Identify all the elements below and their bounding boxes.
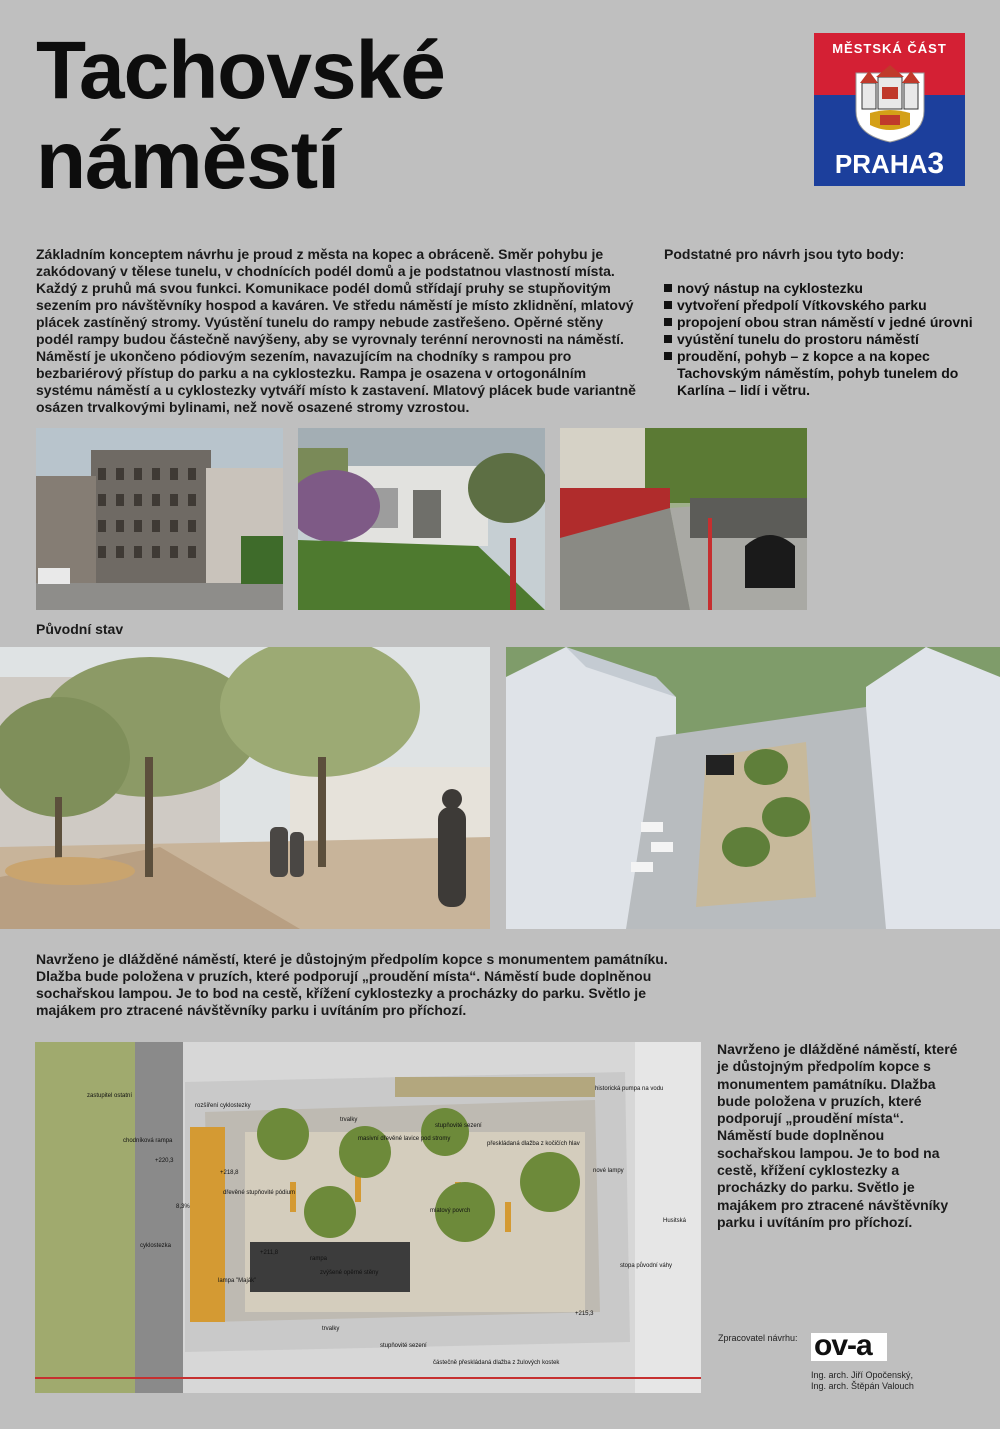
plan-label: historická pumpa na vodu: [595, 1086, 664, 1092]
list-item: propojení obou stran náměstí v jedné úrovni: [664, 314, 994, 331]
credit-label: Zpracovatel návrhu:: [718, 1333, 798, 1343]
plan-label: mlatový povrch: [430, 1208, 471, 1214]
photo-original-street: [36, 428, 283, 610]
plan-label: 8,3%: [176, 1204, 190, 1210]
plan-label: stopa původní váhy: [620, 1263, 673, 1269]
list-item: nový nástup na cyklostezku: [664, 280, 994, 297]
points-heading: Podstatné pro návrh jsou tyto body:: [664, 246, 905, 262]
plan-label: stupňovité sezení: [435, 1123, 482, 1129]
plan-label: Husitská: [663, 1218, 687, 1224]
site-plan: [35, 1042, 701, 1393]
author-name: Ing. arch. Štěpán Valouch: [811, 1381, 914, 1391]
design-paragraph: Navrženo je dlážděné náměstí, které je důstojným předpolím kopce s monumentem památníku. Dlažba bude položena v pruzích, které podporují „proudění místa“. Náměstí bude doplněnou sochařskou lampou. Je to bod na cestě, křížení cyklostezky a procházky do parku. Světlo je majákem pro ztracené návštěvníky parku i uvítáním pro příchozí.: [36, 951, 668, 1018]
logo-top-text: MĚSTSKÁ ČÁST: [832, 41, 947, 56]
ova-logo: [811, 1329, 887, 1362]
plan-label: trvalky: [340, 1117, 358, 1123]
list-item: vyústění tunelu do prostoru náměstí: [664, 331, 994, 348]
plan-label: +211,8: [260, 1250, 279, 1256]
author-names: [811, 1370, 914, 1392]
points-list: [664, 280, 994, 399]
list-item: proudění, pohyb – z kopce a na kopec Tachovským náměstím, pohyb tunelem do Karlína – lidí i větru.: [664, 348, 994, 399]
logo-bottom-text: PRAHA3: [834, 147, 945, 180]
photo-original-tunnel: [560, 428, 807, 610]
plan-label: trvalky: [322, 1326, 340, 1332]
plan-label: zvýšené opěrné stěny: [320, 1270, 379, 1276]
plan-label: zastupitel ostatní: [87, 1093, 133, 1099]
render-square-perspective: [0, 647, 490, 929]
ova-logo-text: ov-a: [814, 1329, 872, 1362]
plan-label: +220,3: [155, 1158, 174, 1164]
author-name: Ing. arch. Jiří Opočenský,: [811, 1370, 914, 1380]
photo-original-kiosk: [298, 428, 545, 610]
plan-label: +215,3: [575, 1311, 594, 1317]
original-state-caption: Původní stav: [36, 621, 124, 637]
plan-label: stupňovité sezení: [380, 1343, 427, 1349]
design-paragraph-right: Navrženo je dlážděné náměstí, které je důstojným předpolím kopce s monumentem památníku. Dlažba bude položena v pruzích, které podporují „proudění místa“. Náměstí bude doplněnou sochařskou lampou. Je to bod na cestě, křížení cyklostezky a procházky do parku. Světlo je majákem pro ztracené návštěvníky parku i uvítáním pro příchozí.: [717, 1041, 958, 1230]
plan-label: cyklostezka: [140, 1243, 172, 1249]
plan-label: +218,8: [220, 1170, 239, 1176]
plan-label: dřevěné stupňovité pódium: [223, 1190, 296, 1196]
plan-label: nové lampy: [593, 1168, 624, 1174]
plan-label: rampa: [310, 1256, 328, 1262]
plan-label: lampa "Maják": [218, 1278, 257, 1284]
render-square-aerial: [506, 647, 1000, 929]
title-line-1: Tachovské: [36, 25, 445, 116]
page-title: [36, 26, 445, 206]
plan-label: přeskládaná dlažba z kočičích hlav: [487, 1141, 580, 1147]
plan-label: masivní dřevěné lavice pod stromy: [358, 1136, 451, 1142]
plan-label: rozšíření cyklostezky: [195, 1103, 251, 1109]
title-line-2: náměstí: [36, 115, 339, 206]
intro-paragraph: Základním konceptem návrhu je proud z města na kopec a obráceně. Směr pohybu je zakódovaný v tělese tunelu, v chodnících podél domů a je podstatnou vlastností místa. Každý z pruhů má svou funkci. Komunikace podél domů střídají pruhy se stupňovitým sezením pro návštěvníky hospod a kaváren. Ve středu náměstí je místo zklidnění, mlatový plácek zastíněný stromy. Vyústění tunelu do rampy nebude zastřešeno. Opěrné stěny podél rampy budou částečně navýšeny, aby se vyrovnaly terénní nerovnosti na náměstí. Náměstí je ukončeno pódiovým sezením, navazujícím na chodníky s rampou pro bezbariérový přístup do parku a na cyklostezku. Rampa je osazena v ortogonálním systému náměstí a u cyklostezky vytváří místo k zastavení. Mlatový plácek bude variantně osázen trvalkovými bylinami, než nově osazené stromy vzrostou.: [36, 246, 636, 415]
plan-label: chodníková rampa: [123, 1138, 173, 1144]
coat-of-arms-icon: [852, 63, 928, 143]
praha3-logo: [814, 33, 965, 186]
list-item: vytvoření předpolí Vítkovského parku: [664, 297, 994, 314]
plan-label: částečně přeskládaná dlažba z žulových kostek: [433, 1360, 560, 1366]
